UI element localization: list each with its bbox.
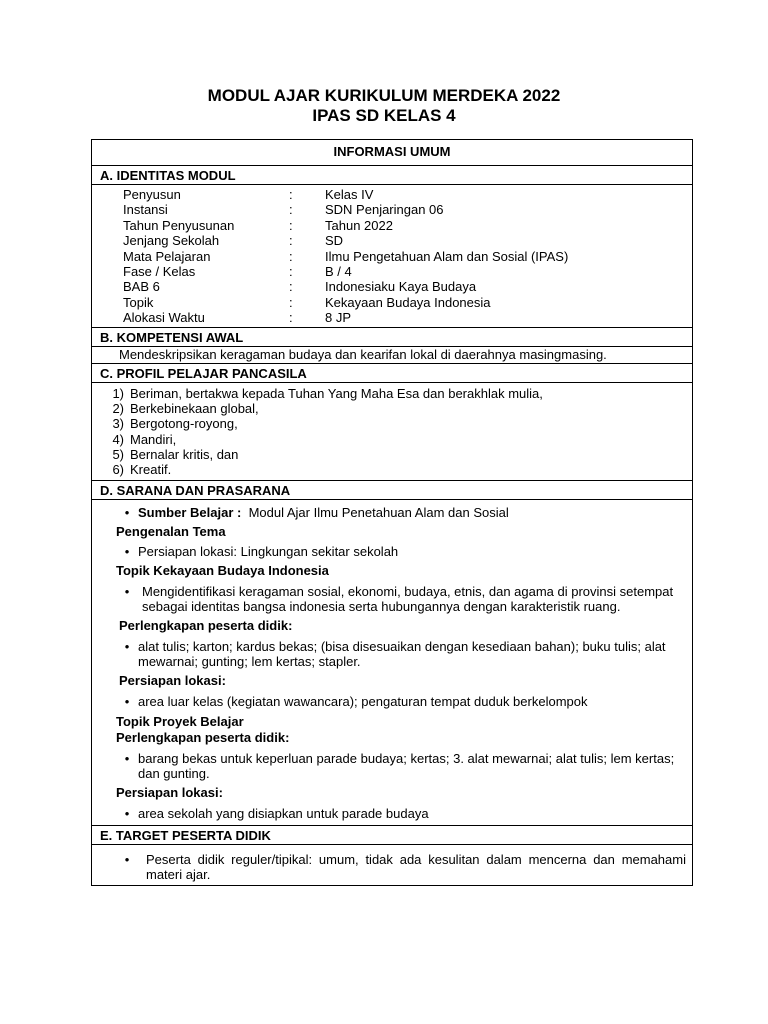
bullet-icon: • bbox=[124, 805, 130, 821]
identitas-row bbox=[92, 295, 692, 310]
bullet-icon: • bbox=[124, 750, 130, 766]
section-e-header: E. TARGET PESERTA DIDIK bbox=[92, 825, 692, 844]
identitas-value: B / 4 bbox=[325, 263, 352, 279]
bullet-icon: • bbox=[124, 583, 130, 599]
pengenalan-text: Persiapan lokasi: Lingkungan sekitar sekolah bbox=[138, 543, 399, 559]
bullet-icon: • bbox=[124, 851, 130, 867]
identitas-separator: : bbox=[289, 279, 293, 295]
identitas-value: SDN Penjaringan 06 bbox=[325, 202, 444, 218]
identitas-value: Kelas IV bbox=[325, 187, 374, 202]
proyek-title: Topik Proyek Belajar bbox=[116, 713, 244, 729]
profil-number: 3) bbox=[112, 416, 124, 432]
profil-text: Bernalar kritis, dan bbox=[130, 447, 239, 463]
identitas-separator: : bbox=[289, 233, 293, 249]
perlengkapan-2-title: Perlengkapan peserta didik: bbox=[116, 729, 290, 745]
bullet-icon: • bbox=[124, 638, 130, 654]
identitas-separator: : bbox=[289, 187, 293, 202]
topik-title: Topik Kekayaan Budaya Indonesia bbox=[116, 562, 329, 578]
identitas-row bbox=[92, 218, 692, 233]
target-item bbox=[116, 852, 686, 882]
pengenalan-tema-title: Pengenalan Tema bbox=[116, 523, 226, 539]
identitas-row bbox=[92, 279, 692, 294]
sarana-block bbox=[92, 499, 692, 825]
profil-block bbox=[92, 382, 692, 480]
persiapan-title: Persiapan lokasi: bbox=[119, 672, 226, 688]
identitas-key: Fase / Kelas bbox=[123, 263, 196, 279]
bullet-icon: • bbox=[124, 543, 130, 559]
identitas-key: Penyusun bbox=[123, 187, 181, 202]
info-umum-header: INFORMASI UMUM bbox=[333, 144, 451, 159]
persiapan-2-title: Persiapan lokasi: bbox=[116, 784, 223, 800]
target-block bbox=[92, 844, 692, 885]
identitas-row bbox=[92, 264, 692, 279]
topik-text: Mengidentifikasi keragaman sosial, ekonomi, budaya, etnis, dan agama di provinsi setempat sebagai identitas bangsa indonesia serta hubungannya dengan karakteristik ruang. bbox=[142, 583, 674, 614]
profil-number: 6) bbox=[112, 462, 124, 478]
profil-item bbox=[92, 432, 692, 447]
profil-item bbox=[92, 416, 692, 431]
profil-number: 2) bbox=[112, 400, 124, 416]
identitas-key: Mata Pelajaran bbox=[123, 248, 211, 264]
section-b-header: B. KOMPETENSI AWAL bbox=[92, 327, 692, 346]
identitas-row bbox=[92, 249, 692, 264]
profil-text: Beriman, bertakwa kepada Tuhan Yang Maha Esa dan berakhlak mulia, bbox=[130, 385, 543, 401]
bullet-icon: • bbox=[124, 693, 130, 709]
perlengkapan-2-text: barang bekas untuk keperluan parade budaya; kertas; 3. alat mewarnai; alat tulis; lem kertas; dan gunting. bbox=[138, 750, 675, 781]
section-d-header: D. SARANA DAN PRASARANA bbox=[92, 480, 692, 499]
identitas-separator: : bbox=[289, 263, 293, 279]
identitas-separator: : bbox=[289, 248, 293, 264]
identitas-block bbox=[92, 184, 692, 327]
profil-text: Kreatif. bbox=[130, 462, 172, 478]
pengenalan-item bbox=[116, 544, 684, 559]
identitas-key: Tahun Penyusunan bbox=[123, 217, 235, 233]
document-title: MODUL AJAR KURIKULUM MERDEKA 2022 bbox=[207, 86, 561, 105]
bullet-icon: • bbox=[124, 504, 130, 520]
perlengkapan-title: Perlengkapan peserta didik: bbox=[119, 617, 293, 633]
identitas-row bbox=[92, 187, 692, 202]
sumber-belajar-item bbox=[116, 505, 684, 520]
identitas-key: Alokasi Waktu bbox=[123, 310, 205, 326]
perlengkapan-text: alat tulis; karton; kardus bekas; (bisa disesuaikan dengan kesediaan bahan); buku tulis; alat mewarnai; gunting; lem kertas; stapler. bbox=[138, 638, 666, 669]
identitas-key: BAB 6 bbox=[123, 279, 160, 295]
profil-number: 1) bbox=[112, 385, 124, 401]
profil-item bbox=[92, 386, 692, 401]
profil-text: Mandiri, bbox=[130, 431, 177, 447]
persiapan-item bbox=[116, 694, 684, 709]
document-subtitle: IPAS SD KELAS 4 bbox=[312, 106, 456, 125]
section-c-header: C. PROFIL PELAJAR PANCASILA bbox=[92, 363, 692, 382]
profil-text: Bergotong-royong, bbox=[130, 416, 238, 432]
persiapan-2-item bbox=[116, 806, 684, 821]
identitas-key: Instansi bbox=[123, 202, 168, 218]
persiapan-text: area luar kelas (kegiatan wawancara); pengaturan tempat duduk berkelompok bbox=[138, 693, 588, 709]
topik-item bbox=[116, 584, 684, 614]
persiapan-2-text: area sekolah yang disiapkan untuk parade budaya bbox=[138, 805, 429, 821]
identitas-row bbox=[92, 233, 692, 248]
profil-item bbox=[92, 462, 692, 477]
identitas-value: Kekayaan Budaya Indonesia bbox=[325, 294, 491, 310]
sumber-value: Modul Ajar Ilmu Penetahuan Alam dan Sosial bbox=[248, 504, 509, 520]
kompetensi-text: Mendeskripsikan keragaman budaya dan kearifan lokal di daerahnya masingmasing. bbox=[92, 346, 692, 363]
profil-number: 4) bbox=[112, 431, 124, 447]
profil-number: 5) bbox=[112, 447, 124, 463]
identitas-value: 8 JP bbox=[325, 310, 352, 326]
identitas-row bbox=[92, 202, 692, 217]
module-table bbox=[91, 139, 693, 886]
identitas-row bbox=[92, 310, 692, 325]
identitas-value: SD bbox=[325, 233, 344, 249]
profil-item bbox=[92, 447, 692, 462]
section-a-header: A. IDENTITAS MODUL bbox=[92, 165, 692, 184]
profil-text: Berkebinekaan global, bbox=[130, 400, 259, 416]
identitas-separator: : bbox=[289, 310, 293, 326]
identitas-separator: : bbox=[289, 202, 293, 218]
identitas-key: Topik bbox=[123, 294, 154, 310]
identitas-separator: : bbox=[289, 217, 293, 233]
perlengkapan-2-item bbox=[116, 751, 684, 781]
identitas-value: Indonesiaku Kaya Budaya bbox=[325, 279, 477, 295]
identitas-value: Ilmu Pengetahuan Alam dan Sosial (IPAS) bbox=[325, 248, 569, 264]
profil-item bbox=[92, 401, 692, 416]
identitas-value: Tahun 2022 bbox=[325, 217, 393, 233]
perlengkapan-item bbox=[116, 639, 684, 669]
target-text: Peserta didik reguler/tipikal: umum, tidak ada kesulitan dalam mencerna dan memahami materi ajar. bbox=[146, 851, 686, 882]
identitas-separator: : bbox=[289, 294, 293, 310]
identitas-key: Jenjang Sekolah bbox=[123, 233, 220, 249]
sumber-label: Sumber Belajar : bbox=[138, 504, 242, 520]
